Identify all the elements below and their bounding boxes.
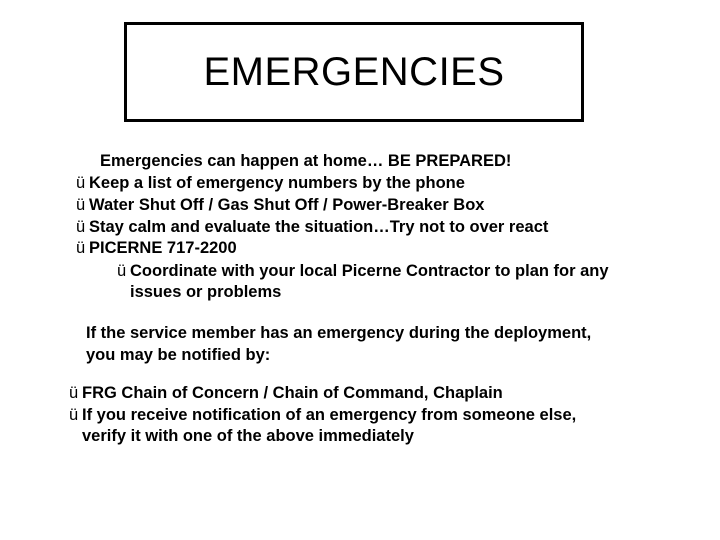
section1-intro xyxy=(100,151,511,172)
section2-intro-line2 xyxy=(86,345,270,366)
list-item-text: Stay calm and evaluate the situation…Try not to over react xyxy=(89,218,549,236)
section2-intro-text-line2: you may be notified by: xyxy=(86,346,271,364)
sub-list-item-text-line2: issues or problems xyxy=(130,283,282,301)
list-item xyxy=(76,195,484,216)
sub-list-item-continuation xyxy=(130,282,281,303)
list-item-text: Water Shut Off / Gas Shut Off / Power-Breaker Box xyxy=(89,196,485,214)
list-item-continuation xyxy=(82,426,414,447)
check-icon: ü xyxy=(76,239,86,257)
page-title: EMERGENCIES xyxy=(203,50,505,94)
list-item xyxy=(76,217,548,238)
check-icon: ü xyxy=(76,218,86,236)
list-item xyxy=(76,238,237,259)
list-item xyxy=(69,383,503,404)
section2-intro-line1 xyxy=(86,323,591,344)
list-item-text: If you receive notification of an emergency from someone else, xyxy=(82,406,577,424)
list-item-text: PICERNE 717-2200 xyxy=(89,239,237,257)
check-icon: ü xyxy=(76,174,86,192)
list-item xyxy=(76,173,465,194)
list-item-text-line2: verify it with one of the above immediately xyxy=(82,427,414,445)
sub-list-item-text-line1: Coordinate with your local Picerne Contractor to plan for any xyxy=(130,262,609,280)
check-icon: ü xyxy=(69,406,79,424)
sub-list-item xyxy=(117,261,609,282)
check-icon: ü xyxy=(76,196,86,214)
list-item-text: FRG Chain of Concern / Chain of Command, Chaplain xyxy=(82,384,503,402)
list-item xyxy=(69,405,576,426)
title-box xyxy=(124,22,584,122)
section2-intro-text-line1: If the service member has an emergency during the deployment, xyxy=(86,324,592,342)
list-item-text: Keep a list of emergency numbers by the phone xyxy=(89,174,465,192)
check-icon: ü xyxy=(69,384,79,402)
section1-intro-text: Emergencies can happen at home… BE PREPARED! xyxy=(100,152,512,170)
check-icon: ü xyxy=(117,262,127,280)
